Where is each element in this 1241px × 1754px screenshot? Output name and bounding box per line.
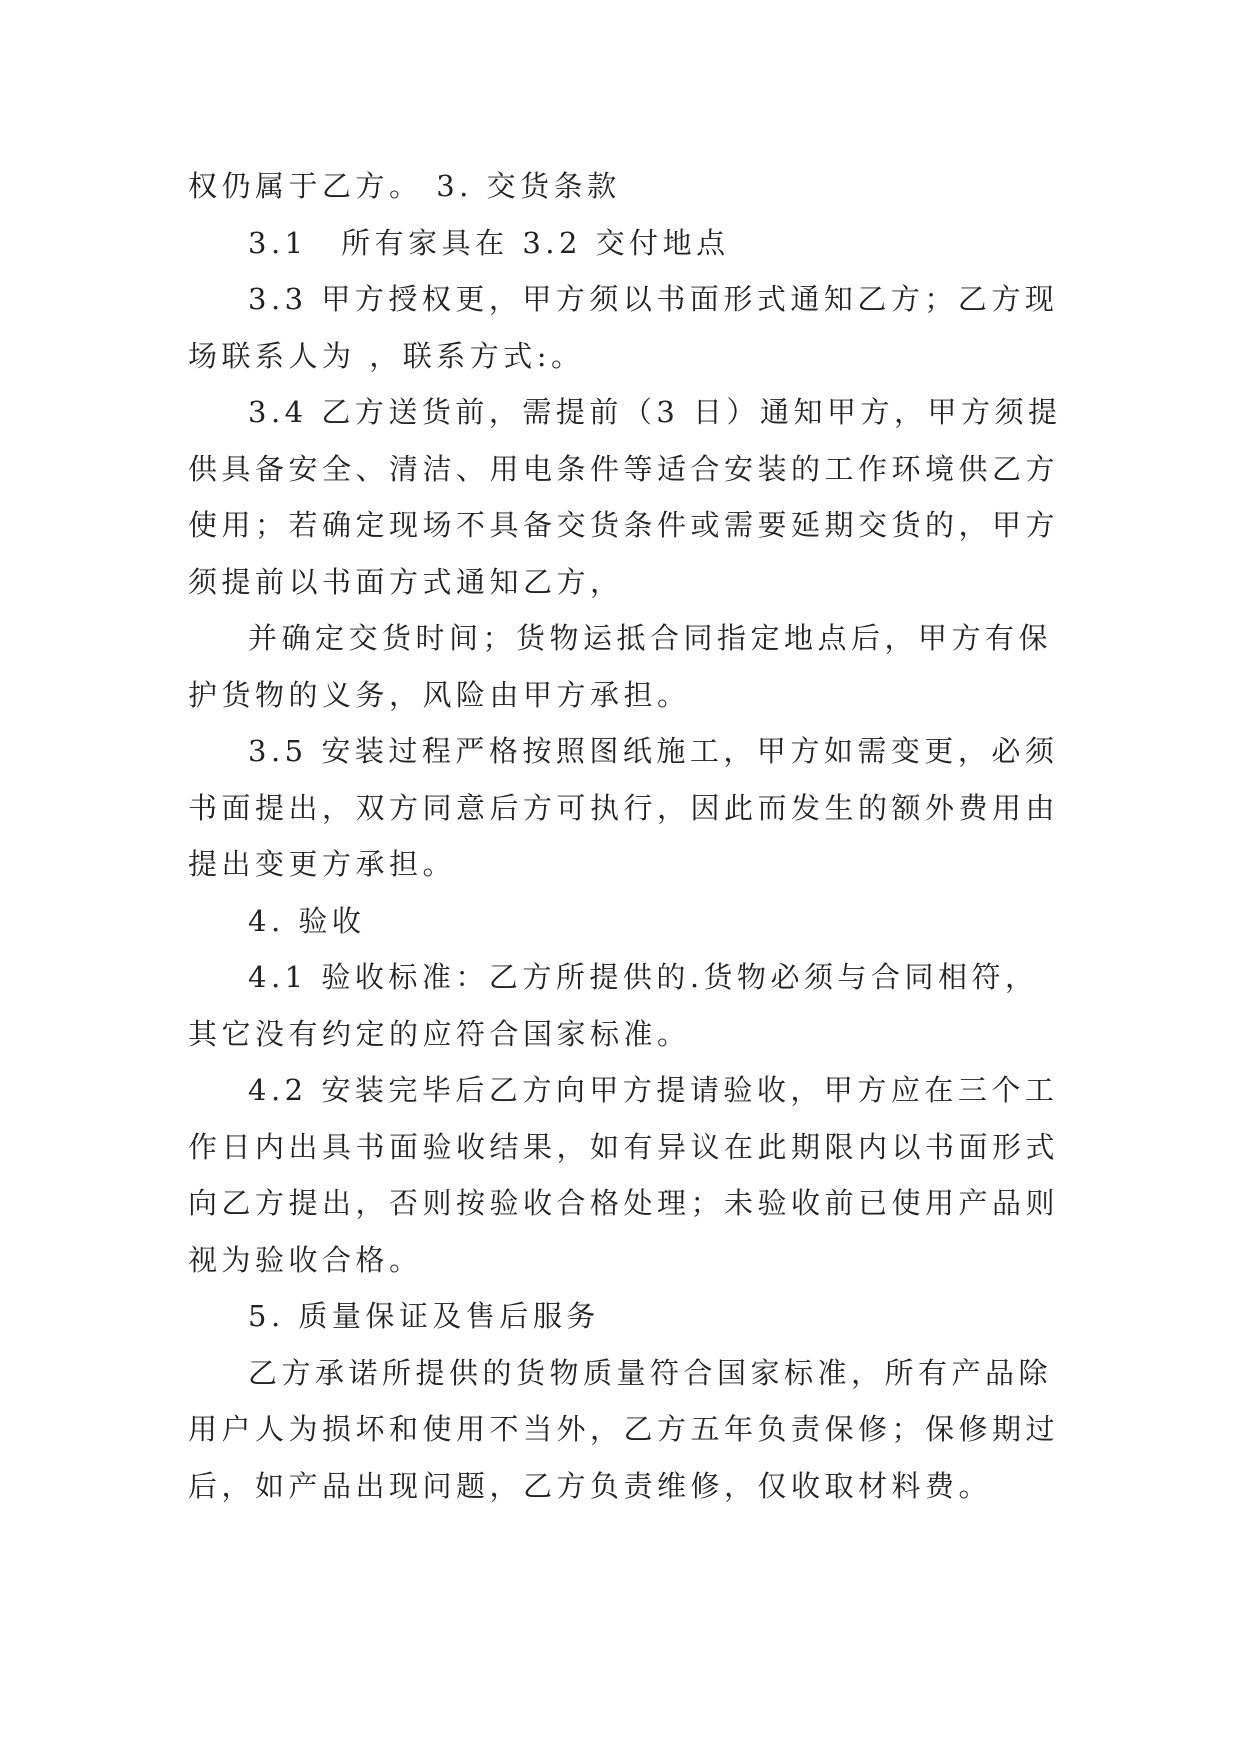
text-line: 护货物的义务，风险由甲方承担。: [188, 677, 691, 712]
text-line: 用户人为损坏和使用不当外，乙方五年负责保修；保修期过: [188, 1412, 1060, 1446]
text-line: 须提前以书面方式通知乙方，: [188, 564, 624, 599]
text-line: 乙方承诺所提供的货物质量符合国家标准，所有产品除: [248, 1355, 1053, 1390]
section-heading: 5. 质量保证及售后服务: [248, 1299, 600, 1333]
text-line: 3.5 安装过程严格按照图纸施工，甲方如需变更，必须: [248, 734, 1059, 768]
text-line: 后，如产品出现问题，乙方负责维修，仅收取材料费。: [188, 1468, 993, 1503]
text-line: 3.3 甲方授权更，甲方须以书面形式通知乙方；乙方现: [248, 282, 1059, 316]
text-line: 使用；若确定现场不具备交货条件或需要延期交货的，甲方: [188, 508, 1060, 542]
text-line: 书面提出，双方同意后方可执行，因此而发生的额外费用由: [188, 790, 1060, 825]
text-line: 视为验收合格。: [188, 1242, 423, 1277]
text-line: 其它没有约定的应符合国家标准。: [188, 1016, 691, 1051]
text-line: 向乙方提出，否则按验收合格处理；未验收前已使用产品则: [188, 1186, 1060, 1220]
document-body: [188, 158, 1062, 1514]
text-line: 4.1 验收标准：乙方所提供的.货物必须与合同相符，: [248, 960, 1039, 994]
section-heading: 4. 验收: [248, 903, 366, 938]
text-line: 3.1 所有家具在 3.2 交付地点: [248, 225, 730, 260]
text-line: 供具备安全、清洁、用电条件等适合安装的工作环境供乙方: [188, 451, 1060, 486]
text-line: 3.4 乙方送货前，需提前（3 日）通知甲方，甲方须提: [248, 395, 1062, 429]
text-line: 作日内出具书面验收结果，如有异议在此期限内以书面形式: [188, 1129, 1060, 1164]
text-line: 4.2 安装完毕后乙方向甲方提请验收，甲方应在三个工: [248, 1073, 1059, 1107]
text-line: 并确定交货时间；货物运抵合同指定地点后，甲方有保: [248, 621, 1053, 655]
text-line: 场联系人为 ，联系方式:。: [188, 338, 585, 373]
text-line: 提出变更方承担。: [188, 847, 457, 881]
text-line: 权仍属于乙方。 3. 交货条款: [188, 169, 621, 203]
